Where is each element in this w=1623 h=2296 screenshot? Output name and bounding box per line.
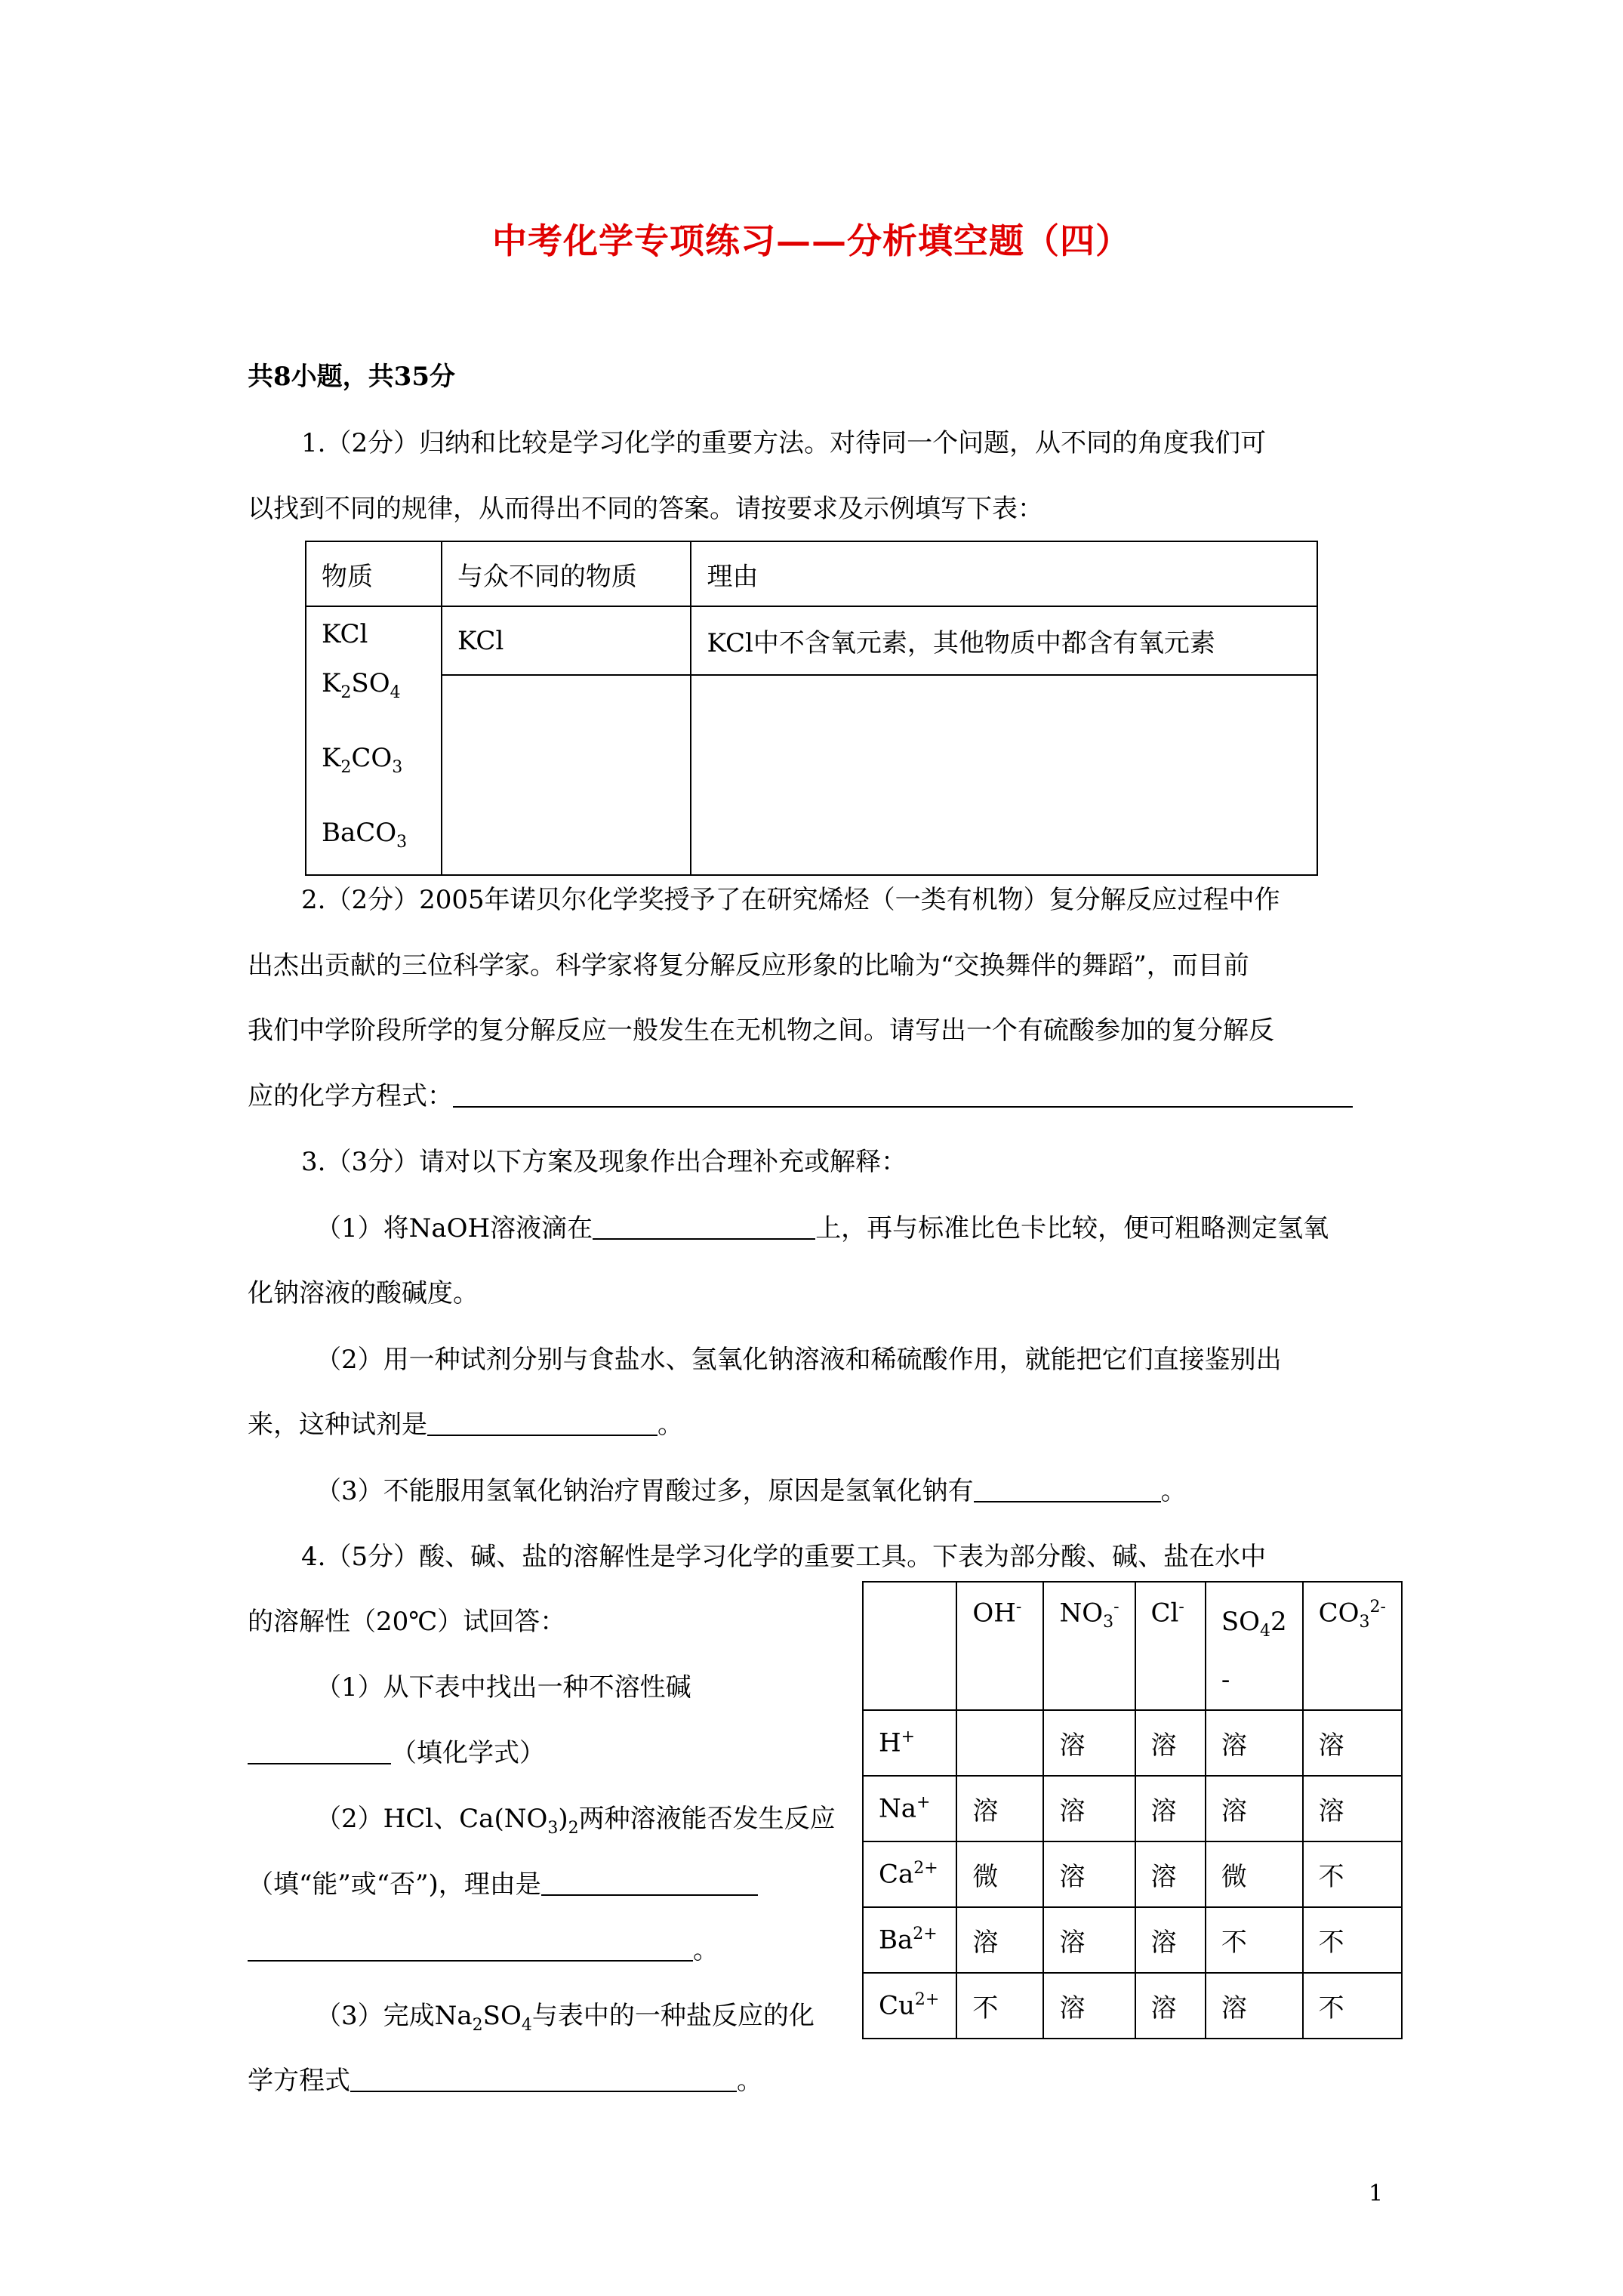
formula-subscript: 3: [547, 1818, 559, 1838]
q3-part1-line: [316, 1213, 1329, 1244]
ion-charge: 2-: [1369, 1598, 1386, 1616]
formula-subscript: 2: [340, 683, 352, 702]
q1-table: [305, 541, 1318, 876]
solubility-cell: 溶: [956, 1907, 1043, 1973]
q3-part2-line: （2）用一种试剂分别与食盐水、氢氧化钠溶液和稀硫酸作用，就能把它们直接鉴别出: [316, 1345, 1282, 1375]
formula-part: BaCO: [322, 817, 397, 848]
anion-cl: [1135, 1582, 1206, 1710]
solubility-cell: 溶: [1135, 1841, 1206, 1907]
q3-part2-blank[interactable]: [427, 1412, 658, 1436]
ion-charge-sign: -: [1221, 1664, 1230, 1695]
formula-subscript: 3: [392, 757, 403, 777]
q4-part1-line-2: [248, 1740, 545, 1766]
solubility-cell: 溶: [1135, 1973, 1206, 2039]
substance-kcl: KCl: [322, 619, 368, 649]
formula-part: K: [322, 742, 341, 773]
q3-text-line-1: 3.（3分）请对以下方案及现象作出合理补充或解释：: [301, 1147, 907, 1177]
q4-part3-line-2: [248, 2068, 762, 2094]
substance-baco3: [322, 800, 426, 875]
q3-part2-line-2: [248, 1412, 683, 1438]
solubility-cell: 溶: [1043, 1710, 1135, 1776]
ion-charge: -: [1113, 1598, 1119, 1616]
solubility-cell: 微: [1206, 1841, 1303, 1907]
solubility-cell: 不: [1303, 1907, 1402, 1973]
formula-subscript: 2: [472, 2015, 483, 2035]
substance-k2co3: [322, 726, 426, 800]
solubility-cell: 溶: [1043, 1907, 1135, 1973]
formula-subscript: 3: [396, 832, 408, 852]
q1-example-reason: KCl中不含氧元素，其他物质中都含有氧元素: [691, 606, 1317, 675]
anion-no3: [1043, 1582, 1135, 1710]
q3-part1-continuation: 上，再与标准比色卡比较，便可粗略测定氢氧: [815, 1213, 1329, 1244]
q4-text-line-1: 4.（5分）酸、碱、盐的溶解性是学习化学的重要工具。下表为部分酸、碱、盐在水中: [301, 1542, 1267, 1572]
solubility-row-cu: [863, 1973, 1402, 2039]
q2-text-line-2: 出杰出贡献的三位科学家。科学家将复分解反应形象的比喻为“交换舞伴的舞蹈”，而目前: [248, 951, 1249, 981]
solubility-cell: 溶: [1206, 1973, 1303, 2039]
q3-part2-end: 。: [658, 1410, 683, 1440]
solubility-row-ba: [863, 1907, 1402, 1973]
q3-part3-end: 。: [1160, 1476, 1187, 1506]
cation-cu: [863, 1973, 956, 2039]
formula-subscript: 4: [521, 2015, 532, 2035]
q4-part3-end: 。: [737, 2066, 762, 2096]
formula-subscript: 4: [390, 683, 401, 702]
solubility-row-ca: [863, 1841, 1402, 1907]
ion-symbol: Cu: [879, 1990, 915, 2021]
solubility-cell: 溶: [1206, 1710, 1303, 1776]
q4-part2-line-3: [248, 1937, 719, 1963]
anion-so4: [1206, 1582, 1303, 1710]
formula-part: K: [322, 668, 341, 698]
ion-charge: +: [901, 1727, 916, 1747]
q4-part2-prompt: 两种溶液能否发生反应: [578, 1804, 836, 1834]
ion-symbol: Na: [879, 1793, 917, 1824]
q2-text-line-3: 我们中学阶段所学的复分解反应一般发生在无机物之间。请写出一个有硫酸参加的复分解反: [248, 1015, 1274, 1046]
q4-part2-line: [316, 1806, 836, 1837]
q4-part1-line: （1）从下表中找出一种不溶性碱: [316, 1672, 691, 1703]
solubility-table: [862, 1581, 1403, 2039]
q4-part2-end: 。: [693, 1935, 719, 1965]
q4-part2-reason-blank[interactable]: [541, 1872, 758, 1896]
q4-part3-prompt-2: 学方程式: [248, 2066, 350, 2096]
solubility-cell: 不: [1206, 1907, 1303, 1973]
cation-ca: [863, 1841, 956, 1907]
solubility-corner-cell: [863, 1582, 956, 1710]
formula-subscript: 2: [340, 757, 352, 777]
ion-charge: -: [1015, 1598, 1022, 1616]
q3-part1-prompt: （1）将NaOH溶液滴在: [316, 1213, 593, 1244]
q4-part3-prompt: 与表中的一种盐反应的化: [531, 2001, 815, 2031]
cation-ba: [863, 1907, 956, 1973]
summary-line: 共8小题，共35分: [248, 362, 455, 392]
solubility-cell: 溶: [956, 1776, 1043, 1841]
solubility-cell: 溶: [1043, 1841, 1135, 1907]
ion-symbol: H: [879, 1727, 901, 1758]
q4-part1-blank[interactable]: [248, 1740, 391, 1764]
anion-co3: [1303, 1582, 1402, 1710]
q2-prompt: 应的化学方程式：: [248, 1081, 453, 1111]
solubility-cell: 微: [956, 1841, 1043, 1907]
ion-symbol: Ba: [879, 1925, 913, 1955]
ion-subscript: 3: [1359, 1613, 1370, 1632]
solubility-cell: 溶: [1043, 1973, 1135, 2039]
ion-charge: 2: [1270, 1607, 1287, 1637]
solubility-cell: 溶: [1206, 1776, 1303, 1841]
q3-part2-prompt: 来，这种试剂是: [248, 1410, 427, 1440]
solubility-cell: 溶: [1135, 1907, 1206, 1973]
solubility-cell: 溶: [1303, 1710, 1402, 1776]
page-title: 中考化学专项练习——分析填空题（四）: [492, 220, 1131, 261]
formula-part: SO: [482, 2001, 522, 2031]
q1-text-line-2: 以找到不同的规律，从而得出不同的答案。请按要求及示例填写下表：: [248, 494, 1043, 524]
solubility-row-h: [863, 1710, 1402, 1776]
q2-answer-blank[interactable]: [453, 1083, 1353, 1108]
ion-charge: 2+: [913, 1925, 938, 1944]
q4-text-line-2: 的溶解性（20℃）试回答：: [248, 1607, 566, 1637]
ion-charge: 2+: [914, 1990, 940, 2010]
cation-h: [863, 1710, 956, 1776]
q1-answer-reason-cell[interactable]: [691, 675, 1317, 875]
solubility-cell: 溶: [1135, 1776, 1206, 1841]
solubility-header-row: [863, 1582, 1402, 1710]
page-number: 1: [1369, 2180, 1384, 2207]
q4-part1-hint: （填化学式）: [391, 1738, 545, 1768]
q4-part3-line: [316, 2003, 815, 2034]
ion-subscript: 4: [1260, 1621, 1270, 1641]
solubility-cell: [956, 1710, 1043, 1776]
q4-part2-reason-blank-2[interactable]: [248, 1937, 693, 1962]
formula-part: （3）完成Na: [316, 2001, 473, 2031]
formula-part: ): [558, 1804, 568, 1834]
ion-charge: +: [916, 1793, 931, 1813]
formula-part: SO: [351, 668, 390, 698]
q3-part3-blank[interactable]: [974, 1478, 1161, 1502]
ion-symbol: OH: [972, 1598, 1016, 1629]
solubility-cell: 不: [956, 1973, 1043, 2039]
q1-substance-list: [306, 606, 442, 875]
q2-text-line-4: [248, 1083, 1353, 1109]
q4-part2-reason-prompt: （填“能”或“否”)，理由是: [248, 1869, 541, 1900]
q1-example-substance: KCl: [442, 606, 691, 675]
solubility-cell: 溶: [1303, 1776, 1402, 1841]
ion-symbol: NO: [1059, 1598, 1104, 1629]
q1-answer-substance-cell[interactable]: [442, 675, 691, 875]
q4-part2-formula-start: （2）HCl、Ca(NO: [316, 1804, 548, 1834]
cation-na: [863, 1776, 956, 1841]
anion-oh: [956, 1582, 1043, 1710]
substance-k2so4: [322, 651, 426, 726]
q4-part3-blank[interactable]: [350, 2068, 737, 2092]
q1-table-header-reason: 理由: [691, 541, 1317, 606]
ion-charge: 2+: [913, 1859, 938, 1878]
q1-table-header-different: 与众不同的物质: [442, 541, 691, 606]
q3-part1-blank[interactable]: [593, 1216, 815, 1240]
q3-part3-prompt: （3）不能服用氢氧化钠治疗胃酸过多，原因是氢氧化钠有: [316, 1476, 974, 1506]
q4-part2-line-2: [248, 1869, 758, 1900]
formula-part: CO: [351, 742, 393, 773]
solubility-cell: 不: [1303, 1973, 1402, 2039]
solubility-cell: 溶: [1135, 1710, 1206, 1776]
q3-part3-line: [316, 1478, 1187, 1504]
q2-text-line-1: 2.（2分）2005年诺贝尔化学奖授予了在研究烯烃（一类有机物）复分解反应过程中作: [301, 885, 1280, 915]
ion-symbol: SO: [1221, 1607, 1260, 1637]
ion-symbol: Ca: [879, 1859, 914, 1890]
ion-symbol: Cl: [1150, 1598, 1179, 1629]
solubility-cell: 溶: [1043, 1776, 1135, 1841]
formula-subscript: 2: [568, 1818, 579, 1838]
ion-subscript: 3: [1103, 1613, 1114, 1632]
solubility-row-na: [863, 1776, 1402, 1841]
q1-text-line-1: 1.（2分）归纳和比较是学习化学的重要方法。对待同一个问题，从不同的角度我们可: [301, 428, 1267, 458]
ion-symbol: CO: [1318, 1598, 1360, 1629]
solubility-cell: 不: [1303, 1841, 1402, 1907]
q1-table-header-substance: 物质: [306, 541, 442, 606]
q3-part1-line-2: 化钠溶液的酸碱度。: [248, 1278, 479, 1308]
ion-charge: -: [1178, 1598, 1184, 1616]
